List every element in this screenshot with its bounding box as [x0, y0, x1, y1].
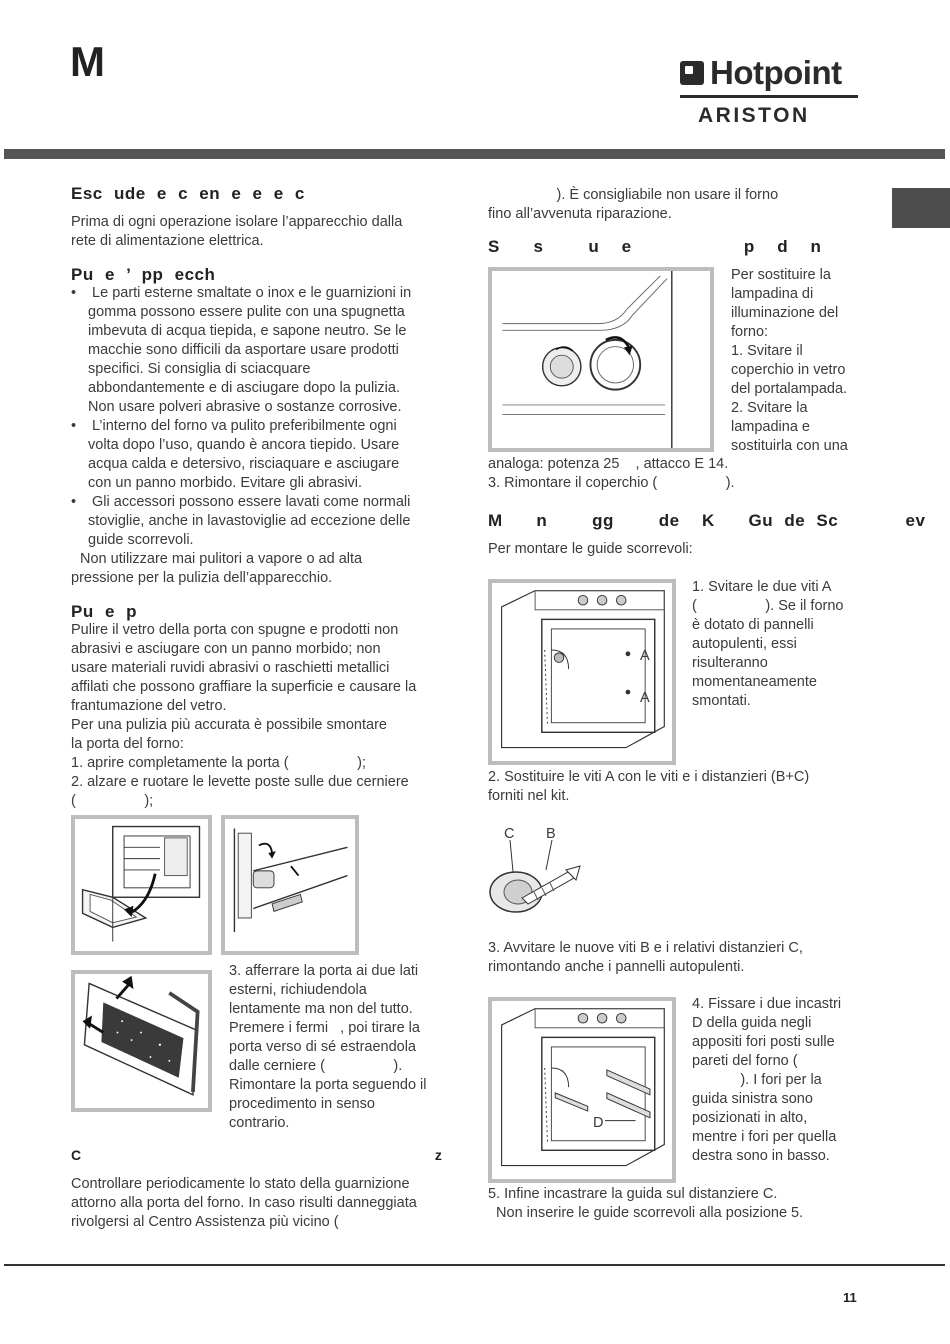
text-line: fino all’avvenuta riparazione. — [488, 206, 672, 222]
header-bar — [4, 149, 945, 159]
list-item: • Gli accessori possono essere lavati come normali stoviglie, anche in lavastoviglie ad eccezione delle guide scorrevoli. — [71, 493, 451, 550]
para-guide-intro: Per montare le guide scorrevoli: — [488, 541, 693, 557]
door-removal-illustration — [75, 974, 208, 1108]
text-line: pressione per la pulizia dell’apparecchio. — [71, 570, 333, 586]
text-line: destra sono in basso. — [692, 1148, 830, 1164]
text-line: Non inserire le guide scorrevoli alla posizione 5. — [488, 1205, 804, 1221]
text-line: momentaneamente — [692, 674, 817, 690]
para-step4 — [692, 995, 872, 1166]
brand-logo — [680, 55, 860, 130]
oven-door-open-illustration — [75, 819, 208, 951]
text-line: pareti del forno ( — [692, 1053, 798, 1069]
text-line: lentamente ma non del tutto. — [229, 1001, 413, 1017]
para-porta — [71, 621, 451, 811]
para-vapore — [71, 550, 451, 588]
text-line: analoga: potenza 25 , attacco E 14. — [488, 456, 729, 472]
lamp-holder-illustration — [492, 271, 710, 448]
text-line: 3. Avvitare le nuove viti B e i relativi distanzieri C, — [488, 940, 803, 956]
text-line: sostituirla con una — [731, 438, 848, 454]
heading-pulire-porta: Pu e p — [71, 602, 138, 621]
para-step1 — [692, 578, 872, 711]
text-line: usare materiali ruvidi abrasivi o raschietti metallici — [71, 660, 390, 676]
text-line: risulteranno — [692, 655, 768, 671]
heading-controllo: C z — [71, 1147, 443, 1163]
text-line: D della guida negli — [692, 1015, 812, 1031]
text-line: posizionati in alto, — [692, 1110, 808, 1126]
text-line: Pulire il vetro della porta con spugne e prodotti non — [71, 622, 399, 638]
figure-guide-mount — [488, 997, 676, 1183]
list-item: • L’interno del forno va pulito preferibilmente ogni volta dopo l’uso, quando è ancora tiepido. Usare acqua calda e detersivo, risciaquare e asciugare con un panno morbido. Evitare gli abrasivi. — [71, 417, 451, 493]
text-line: 3. Rimontare il coperchio ( ). — [488, 475, 735, 491]
section-controllo — [71, 1146, 456, 1232]
text-line: Premere i fermi , poi tirare la — [229, 1020, 420, 1036]
text-line: mentre i fori per quella — [692, 1129, 837, 1145]
text-line: ( ); — [71, 793, 154, 809]
label-a-top: A — [640, 648, 650, 664]
para-step3-guide — [488, 939, 888, 977]
logo-subtitle: ARISTON — [698, 104, 810, 127]
label-c: C — [504, 826, 515, 842]
text-line: è dotato di pannelli — [692, 617, 814, 633]
figure-lamp — [488, 267, 714, 452]
text-line: Prima di ogni operazione isolare l’apparecchio dalla — [71, 214, 403, 230]
logo-mark-icon — [680, 61, 704, 85]
bullet-list — [71, 284, 451, 550]
figure-door-open — [71, 815, 212, 955]
hinge-lever-illustration — [225, 819, 355, 951]
text-line: rivolgersi al Centro Assistenza più vicino ( — [71, 1214, 339, 1230]
logo-name: Hotpoint — [710, 54, 842, 91]
text-line: lampadina e — [731, 419, 810, 435]
text-line: affilati che possono graffiare la superficie e causare la — [71, 679, 417, 695]
text-line: 3. afferrare la porta ai due lati — [229, 963, 419, 979]
figure-hinge-lever — [221, 815, 359, 955]
text-line: 5. Infine incastrare la guida sul distanziere C. — [488, 1186, 778, 1202]
text-line: esterni, richiudendola — [229, 982, 367, 998]
page-title-letter: M — [70, 38, 106, 85]
figure-screws-a — [488, 579, 676, 765]
text-line: porta verso di sé estraendola — [229, 1039, 416, 1055]
para-lamp-side — [731, 266, 871, 456]
para-continuation — [488, 186, 888, 224]
text-line: ( ). Se il forno — [692, 598, 844, 614]
text-line: 4. Fissare i due incastri — [692, 996, 842, 1012]
text-line: attorno alla porta del forno. In caso risulti danneggiata — [71, 1195, 417, 1211]
text-line: Rimontare la porta seguendo il — [229, 1077, 427, 1093]
text-line: autopulenti, essi — [692, 636, 797, 652]
oven-cavity-screws-illustration — [492, 583, 672, 761]
logo-divider — [680, 95, 858, 98]
text-line: forno: — [731, 324, 769, 340]
text-line: 1. Svitare le due viti A — [692, 579, 832, 595]
heading-lampadina: S s u e p d n — [488, 237, 822, 256]
text-line: smontati. — [692, 693, 751, 709]
text-line: contrario. — [229, 1115, 290, 1131]
para-step5 — [488, 1185, 908, 1223]
heading-pulire-apparecchio: Pu e ’ pp ecch — [71, 265, 216, 284]
section-tab — [892, 188, 950, 228]
text-line: Per una pulizia più accurata è possibile smontare — [71, 717, 387, 733]
text-line: Non utilizzare mai pulitori a vapore o ad alta — [80, 551, 363, 567]
text-line: Per sostituire la — [731, 267, 831, 283]
text-line: 1. aprire completamente la porta ( ); — [71, 755, 366, 771]
text-line: 2. Svitare la — [731, 400, 808, 416]
text-line: 1. Svitare il — [731, 343, 803, 359]
text-line: 2. Sostituire le viti A con le viti e i distanzieri (B+C) — [488, 769, 810, 785]
text-line: frantumazione del vetro. — [71, 698, 227, 714]
left-column — [71, 184, 451, 811]
text-line: abrasivi e asciugare con un panno morbido; non — [71, 641, 381, 657]
text-line: illuminazione del — [731, 305, 839, 321]
text-line: del portalampada. — [731, 381, 848, 397]
list-item: • Le parti esterne smaltate o inox e le guarnizioni in gomma possono essere pulite con una spugnetta imbevuta di acqua tiepida, e sapone neutro. Se le macchie sono difficili da asportare usare prodotti specifici. Si consiglia di sciacquare abbondantemente e di asciugare dopo la pulizia. Non usare polveri abrasive o sostanze corrosive. — [71, 284, 451, 417]
figure-door-removal — [71, 970, 212, 1112]
para-step3-door — [229, 962, 449, 1133]
label-d: D — [593, 1115, 604, 1131]
text-line: ). È consigliabile non usare il forno — [488, 187, 779, 203]
para-step2 — [488, 768, 888, 806]
text-line: coperchio in vetro — [731, 362, 846, 378]
label-a-bottom: A — [640, 690, 650, 706]
text-line: dalle cerniere ( ). — [229, 1058, 403, 1074]
text-line: 2. alzare e ruotare le levette poste sulle due cerniere — [71, 774, 409, 790]
text-line: la porta del forno: — [71, 736, 184, 752]
footer-rule — [4, 1264, 945, 1266]
para-lamp-after — [488, 455, 888, 493]
text-line: procedimento in senso — [229, 1096, 375, 1112]
text-line: rete di alimentazione elettrica. — [71, 233, 264, 249]
label-b: B — [546, 826, 556, 842]
text-line: appositi fori posti sulle — [692, 1034, 835, 1050]
text-line: rimontando anche i pannelli autopulenti. — [488, 959, 745, 975]
heading-escludere: Esc ude e c en e e e c — [71, 184, 305, 203]
oven-cavity-guides-illustration — [492, 1001, 672, 1179]
para-escludere — [71, 213, 451, 251]
text-line: forniti nel kit. — [488, 788, 570, 804]
text-line: ). I fori per la — [692, 1072, 822, 1088]
spacer-screw-illustration — [488, 840, 588, 920]
text-line: guida sinistra sono — [692, 1091, 813, 1107]
text-line: lampadina di — [731, 286, 814, 302]
page-number: 11 — [843, 1290, 857, 1305]
heading-guide: M n gg de K Gu de Sc ev — [488, 511, 926, 530]
text-line: Controllare periodicamente lo stato della guarnizione — [71, 1176, 410, 1192]
